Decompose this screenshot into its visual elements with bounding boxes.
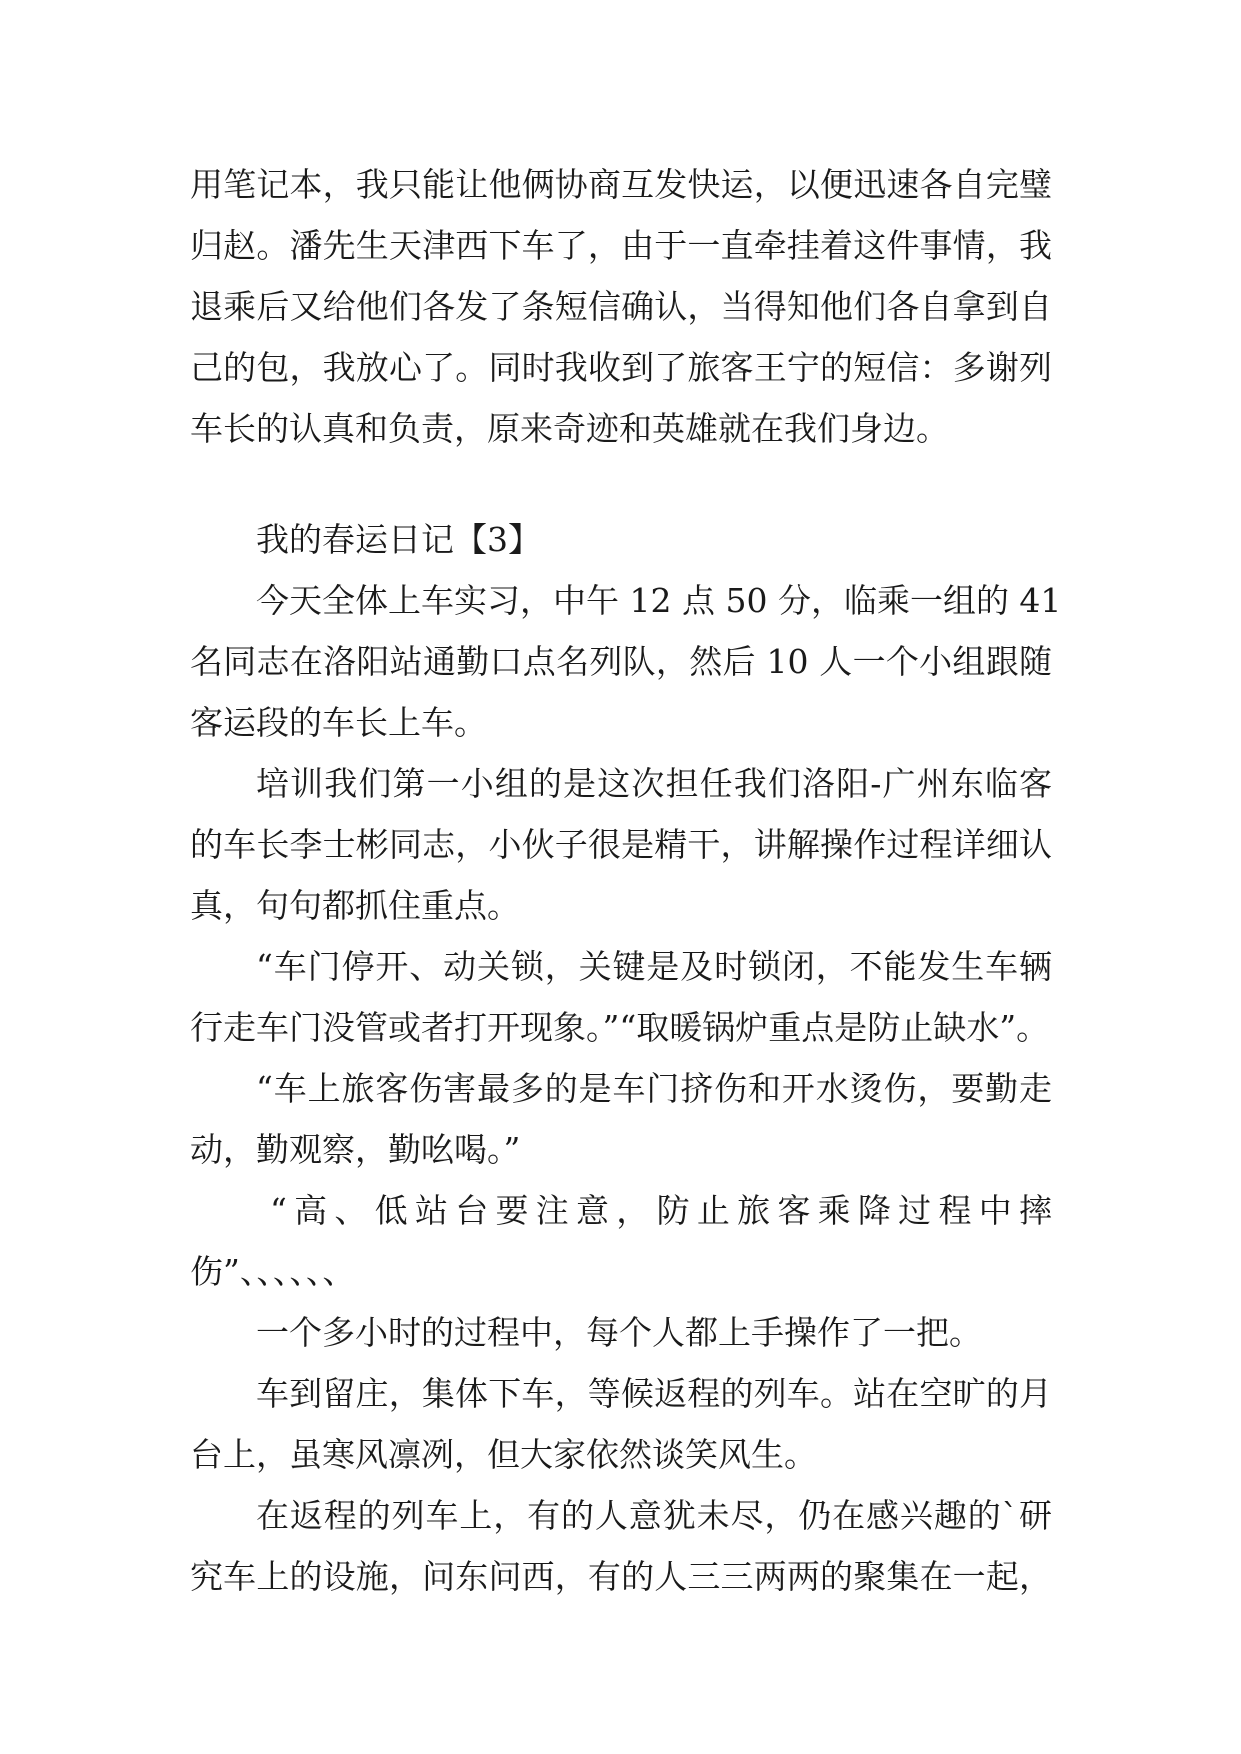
paragraph-9-line-2: 究车上的设施，问东问西，有的人三三两两的聚集在一起， xyxy=(190,1557,1052,1596)
paragraph-1-line-2: 归赵。潘先生天津西下车了，由于一直牵挂着这件事情，我 xyxy=(190,226,1052,265)
paragraph-9-line-1: 在返程的列车上，有的人意犹未尽，仍在感兴趣的`研 xyxy=(256,1496,1052,1535)
paragraph-2-line-2: 名同志在洛阳站通勤口点名列队，然后 10 人一个小组跟随 xyxy=(190,642,1052,681)
paragraph-5-line-2: 动，勤观察，勤吆喝。” xyxy=(190,1130,521,1169)
paragraph-4-line-2: 行走车门没管或者打开现象。”“取暖锅炉重点是防止缺水”。 xyxy=(190,1008,1050,1047)
paragraph-3-line-2: 的车长李士彬同志，小伙子很是精干，讲解操作过程详细认 xyxy=(190,825,1052,864)
section-title: 我的春运日记【3】 xyxy=(256,520,541,559)
paragraph-5-line-1: “车上旅客伤害最多的是车门挤伤和开水烫伤，要勤走 xyxy=(256,1069,1052,1108)
paragraph-8-line-2: 台上，虽寒风凛冽，但大家依然谈笑风生。 xyxy=(190,1435,817,1474)
paragraph-8-line-1: 车到留庄，集体下车，等候返程的列车。站在空旷的月 xyxy=(256,1374,1052,1413)
paragraph-6-line-2: 伤”、、、、、、 xyxy=(190,1252,356,1291)
paragraph-7-line-1: 一个多小时的过程中，每个人都上手操作了一把。 xyxy=(256,1313,982,1352)
paragraph-3-line-1: 培训我们第一小组的是这次担任我们洛阳-广州东临客 xyxy=(256,764,1052,803)
paragraph-2-line-3: 客运段的车长上车。 xyxy=(190,703,487,742)
paragraph-2-line-1: 今天全体上车实习，中午 12 点 50 分，临乘一组的 41 xyxy=(256,581,1062,620)
paragraph-3-line-3: 真，句句都抓住重点。 xyxy=(190,886,520,925)
paragraph-1-line-3: 退乘后又给他们各发了条短信确认，当得知他们各自拿到自 xyxy=(190,287,1052,326)
paragraph-6-line-1: “高、低站台要注意，防止旅客乘降过程中摔 xyxy=(270,1191,1052,1230)
paragraph-4-line-1: “车门停开、动关锁，关键是及时锁闭，不能发生车辆 xyxy=(256,947,1052,986)
paragraph-1-line-4: 己的包，我放心了。同时我收到了旅客王宁的短信：多谢列 xyxy=(190,348,1052,387)
paragraph-1-line-5: 车长的认真和负责，原来奇迹和英雄就在我们身边。 xyxy=(190,409,949,448)
paragraph-1-line-1: 用笔记本，我只能让他俩协商互发快运，以便迅速各自完璧 xyxy=(190,165,1052,204)
